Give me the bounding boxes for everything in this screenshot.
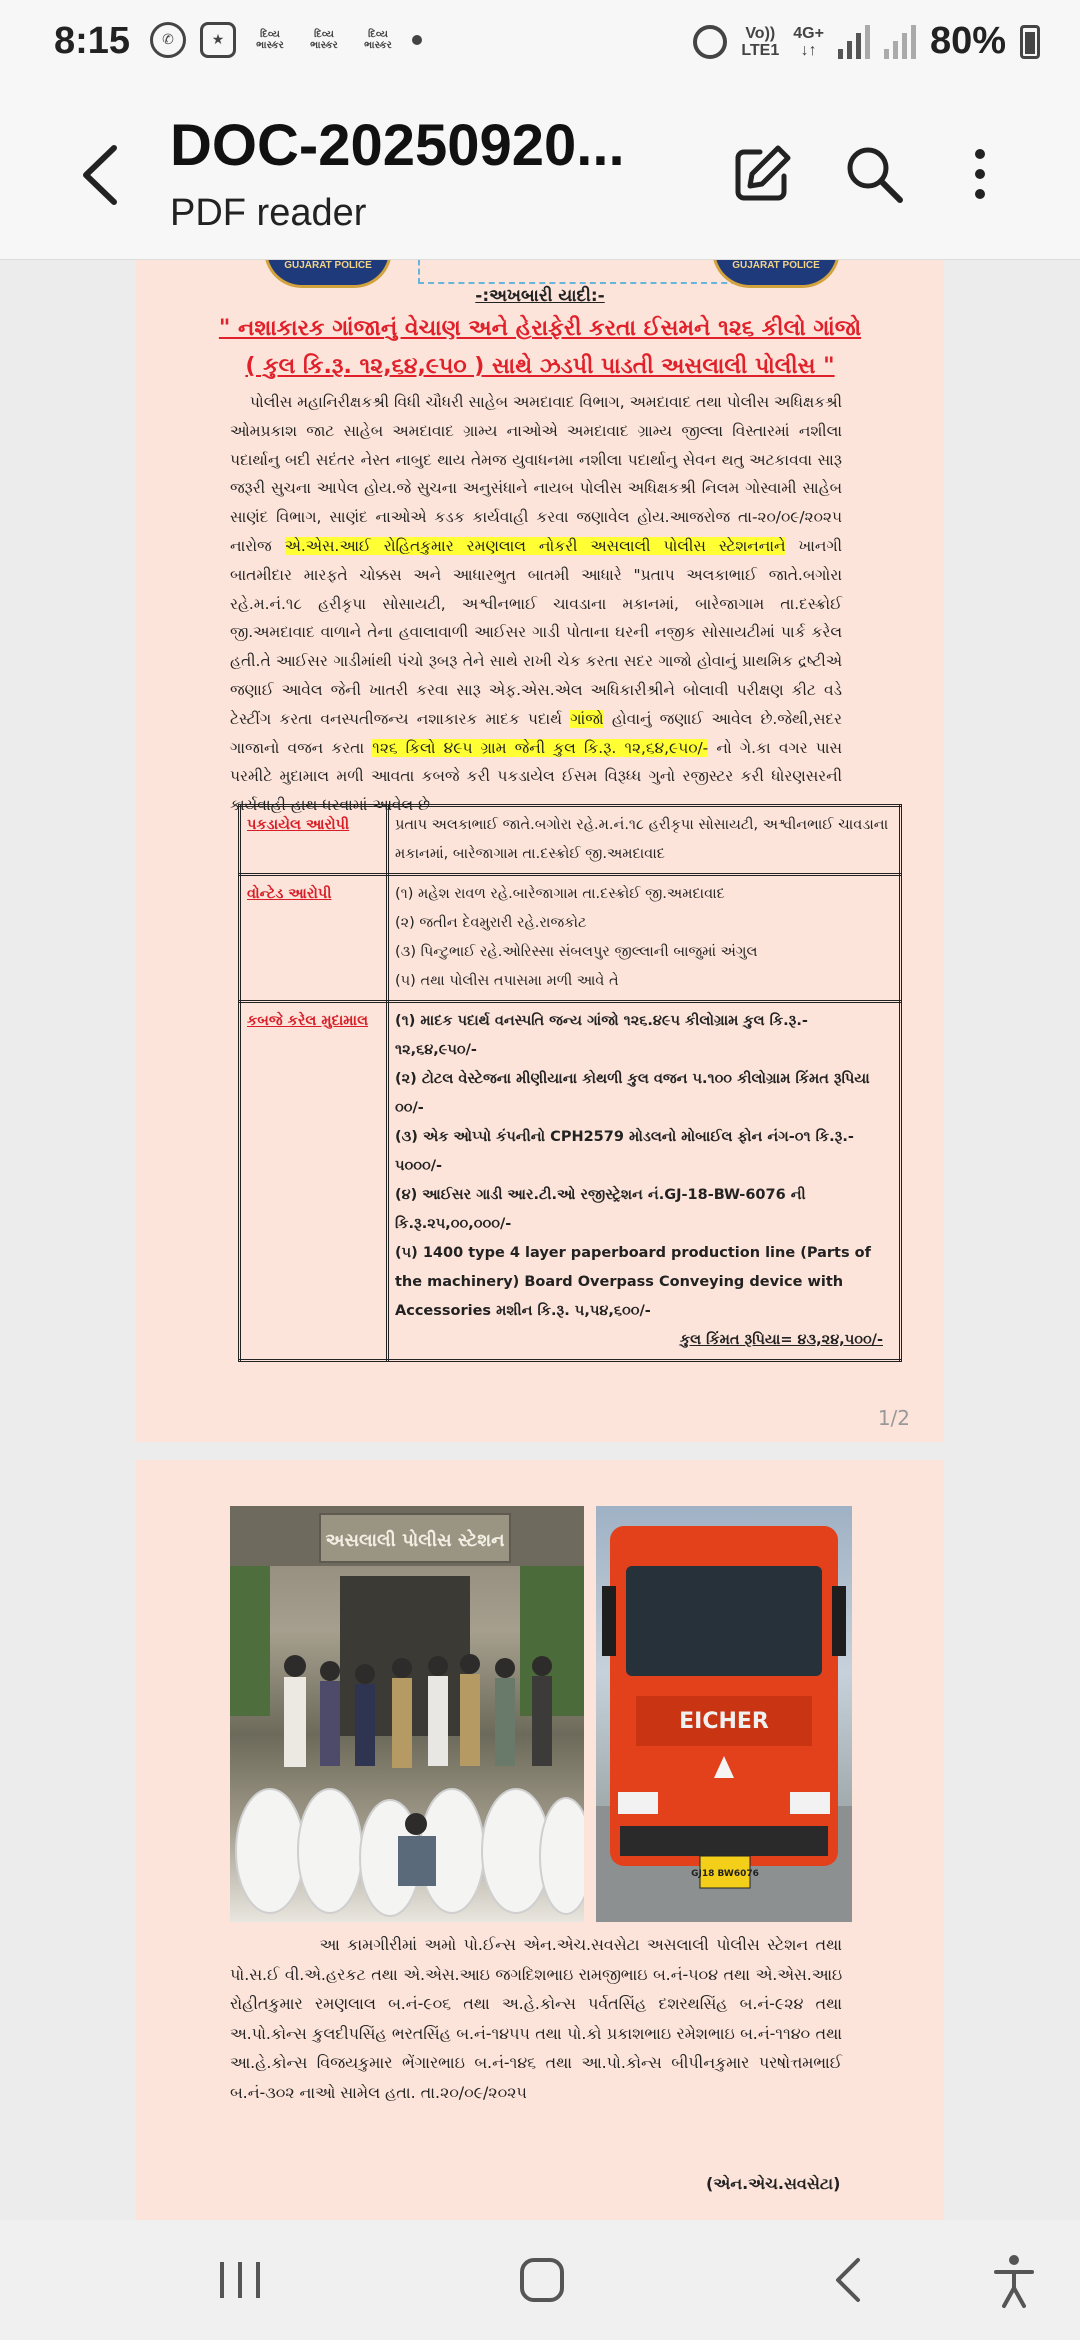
highlighted-substance: ગાંજો [570,709,604,728]
document-title: DOC-20250920... [170,113,625,178]
nav-back-icon[interactable] [808,2250,888,2310]
news-app-icon: દિવ્ય ભાસ્કર [256,29,284,51]
home-icon[interactable] [502,2250,582,2310]
highlighted-officer-name: એ.એસ.આઈ રોહિતકુમાર રમણલાલ નોકરી અસલાલી પોલીસ સ્ટેશનનાને [284,536,786,555]
list-item: (૨) જતીન દેવમુરારી રહે.રાજકોટ [395,915,587,931]
network-type-indicator: 4G+ ↓↑ [793,24,824,59]
app-bar [0,90,1080,260]
search-icon[interactable] [842,142,906,206]
press-release-paragraph: પોલીસ મહાનિરીક્ષકશ્રી વિધી ચૌધરી સાહેબ અમદાવાદ વિભાગ, અમદાવાદ તથા પોલીસ અધિક્ષકશ્રી ઓમપ્રકાશ જાટ સાહેબ અમદાવાદ ગ્રામ્ય નાઓએ અમદાવાદ ગ્રામ્ય જીલ્લા વિસ્તારમાં નશીલા પદાર્થાનુ બદી સદંતર નેસ્ત નાબુદ થાય તેમજ યુવાધનમા નશીલા પદાર્થાનુ સેવન થતુ અટકાવવા સારૂ જરૂરી સુચના આપેલ હોય.જે સુચના અનુસંધાને નાયબ પોલીસ અધિક્ષકશ્રી નિલમ ગોસ્વામી સાહેબ સાણંદ વિભાગ, સાણંદ નાઓએ કડક કાર્યવાહી કરવા જણાવેલ હોય.આજરોજ તા-૨૦/૦૯/૨૦૨૫ નારોજ એ.એસ.આઈ રોહિતકુમાર રમણલાલ નોકરી અસલાલી પોલીસ સ્ટેશનનાને ખાનગી બાતમીદાર મારફતે ચોક્કસ અને આધારભુત બાતમી આધારે "પ્રતાપ અલકાભાઈ જાતે.બગોરા રહે.મ.નં.૧૮ હરીકૃપા સોસાયટી, અશ્વીનભાઈ ચાવડાના મકાનમાં, બારેજાગામ તા.દસ્ક્રોઈ જી.અમદાવાદ વાળાને તેના હવાલાવાળી આઈસર ગાડી પોતાના ઘરની નજીક સોસાયટીમાં પાર્ક કરેલ હતી.તે આઈસર ગાડીમાંથી પંચો રૂબરૂ તેને સાથે રાખી ચેક કરતા સદર ગાજો હોવાનું પ્રાથમિક દ્રષ્ટીએ જણાઈ આવેલ જેની ખાતરી કરવા સારૂ એફ.એસ.એલ અધિકારીશ્રીને બોલાવી પરીક્ષણ કીટ વડે ટેસ્ટીંગ કરતા વનસ્પતીજન્ય નશાકારક માદક પદાર્થ ગાંજો હોવાનું જણાઈ આવેલ છે.જેથી,સદર ગાજાનો વજન કરતા ૧૨૬ કિલો ૪૯૫ ગ્રામ જેની કુલ કિ.રૂ. ૧૨,૬૪,૯૫૦/- નો ગે.કા વગર પાસ પરમીટે મુદામાલ મળી આવતા કબજે કરી પકડાયેલ ઈસમ વિરૂધ્ધ ગુનો રજીસ્ટર કરી ધોરણસરની કાર્યવાહી હાથ ધરવામાં આવેલ છે [230,393,842,815]
case-details-table [238,804,902,1362]
seized-property-label: કબજે કરેલ મુદામાલ [240,1002,388,1361]
arrested-accused-label: પકડાયેલ આરોપી [240,806,388,875]
pdf-page-2 [136,1460,944,2220]
list-item: (૩) પિન્ટુભાઈ રહે.ઓરિસ્સા સંબલપુર જીલ્લાની બાજુમાં અંગુલ [395,944,758,960]
more-options-icon[interactable] [948,142,1012,206]
page-number: 1/2 [877,1406,910,1430]
headline-line-1: " નશાકારક ગાંજાનું વેચાણ અને હેરાફેરી કરતા ઈસમને ૧૨૬ કીલો ગાંજો [218,316,862,341]
station-sign-text: અસલાલી પોલીસ સ્ટેશન [325,1530,505,1551]
total-value: કુલ કિંમત રૂપિયા= ૪૩,૨૪,૫૦૦/- [679,1332,883,1348]
star-app-icon: ★ [200,22,236,58]
arrested-accused-value: પ્રતાપ અલકાભાઈ જાતે.બગોરા રહે.મ.નં.૧૮ હરીકૃપા સોસાયટી, અશ્વીનભાઈ ચાવડાના મકાનમાં, બારેજાગામ તા.દસ્ક્રોઈ જી.અમદાવાદ [388,806,901,875]
table-row [240,806,901,875]
seized-eicher-truck-photo [596,1506,852,1922]
headline-line-2: ( કુલ કિ.રૂ. ૧૨,૬૪,૯૫૦ ) સાથે ઝડપી પાડતી અસલાલી પોલીસ " [245,354,835,379]
wanted-accused-label: વોન્ટેડ આરોપી [240,875,388,1002]
whatsapp-icon: ✆ [150,22,186,58]
press-note-label: -:અખબારી યાદી:- [475,286,605,306]
list-item: (૫) તથા પોલીસ તપાસમા મળી આવે તે [395,973,619,989]
list-item: (૫) 1400 type 4 layer paperboard production line (Parts of the machinery) Board Overpass Conveying device with Accessories મશીન કિ.રૂ. ૫,૫૪,૬૦૦/- [395,1245,871,1319]
system-navigation-bar [0,2220,1080,2340]
status-time: 8:15 [54,20,131,62]
team-credits-paragraph: આ કામગીરીમાં અમો પો.ઈન્સ એન.એચ.સવસેટા અસલાલી પોલીસ સ્ટેશન તથા પો.સ.ઈ વી.એ.હરકટ તથા એ.એસ.આઇ જગદિશભાઇ રામજીભાઇ બ.નં-૫૦૪ તથા એ.એસ.આઇ રોહીતકુમાર રમણલાલ બ.નં-૯૦૬ તથા અ.હે.કોન્સ પર્વતસિંહ દશરથસિંહ બ.નં-૯૨૪ તથા અ.પો.કોન્સ કુલદીપસિંહ ભરતસિંહ બ.નં-૧૪૫૫ તથા પો.કો પ્રકાશભાઇ રમેશભાઇ બ.નં-૧૧૪૦ તથા આ.હે.કોન્સ વિજયકુમાર ભેંગારભાઇ બ.નં-૧૪૬ તથા આ.પો.કોન્સ બીપીનકુમાર પરષોત્તમભાઈ બ.નં-૩૦૨ નાઓ સામેલ હતા. તા.૨૦/૦૯/૨૦૨૫ [230,1935,842,2102]
table-row [240,875,901,1002]
seized-property-list [388,1002,901,1361]
gujarat-police-logo: GUJARAT POLICE [264,260,392,288]
recent-apps-icon[interactable] [200,2250,280,2310]
highlighted-quantity-value: ૧૨૬ કિલો ૪૯૫ ગ્રામ જેની કુલ કિ.રૂ. ૧૨,૬૪,૯૫૦/- [372,738,709,757]
list-item: (૪) આઈસર ગાડી આર.ટી.ઓ રજીસ્ટ્રેશન નં.GJ-18-BW-6076 ની કિ.રૂ.૨૫,૦૦,૦૦૦/- [395,1187,806,1232]
news-app-icon: દિવ્ય ભાસ્કર [364,29,392,51]
list-item: (૧) માદક પદાર્થ વનસ્પતિ જન્ય ગાંજો ૧૨૬.૪૯૫ કીલોગ્રામ કુલ કિ.રૂ.- ૧૨,૬૪,૯૫૦/- [395,1013,808,1058]
number-plate-text: GJ18 BW6076 [691,1869,759,1879]
battery-percentage: 80% [929,20,1006,62]
pdf-page-1 [136,260,944,1442]
more-notifications-dot-icon [412,35,422,45]
alarm-icon [693,25,727,59]
gujarat-police-logo: GUJARAT POLICE [712,260,840,288]
officer-signature-name: (એન.એચ.સવસેટા) [706,2174,841,2193]
police-station-group-photo [230,1506,584,1922]
list-item: (૧) મહેશ રાવળ રહે.બારેજાગામ તા.દસ્ક્રોઈ જી.અમદાવાદ [395,886,725,902]
table-row [240,1002,901,1361]
truck-brand-text: EICHER [679,1709,769,1734]
pdf-viewer[interactable] [0,260,1080,2220]
back-arrow-icon[interactable] [70,140,130,210]
wanted-accused-list [388,875,901,1002]
edit-icon[interactable] [730,142,794,206]
volte-indicator: Vo)) LTE1 [741,24,780,59]
news-app-icon: દિવ્ય ભાસ્કર [310,29,338,51]
accessibility-icon[interactable] [974,2250,1054,2310]
list-item: (૩) એક ઓપ્પો કંપનીનો CPH2579 મોડલનો મોબાઈલ ફોન નંગ-૦૧ કિ.રૂ.- ૫૦૦૦/- [395,1129,854,1174]
list-item: (૨) ટોટલ વેસ્ટેજના મીણીયાના કોથળી કુલ વજન ૫.૧૦૦ કીલોગ્રામ કિંમત રૂપિયા ૦૦/- [395,1071,870,1116]
signal-strength-icon [838,25,870,59]
app-subtitle: PDF reader [170,192,367,234]
battery-charging-icon [1020,25,1040,59]
signal-strength-sim2-icon [884,25,916,59]
status-bar [0,0,1080,90]
